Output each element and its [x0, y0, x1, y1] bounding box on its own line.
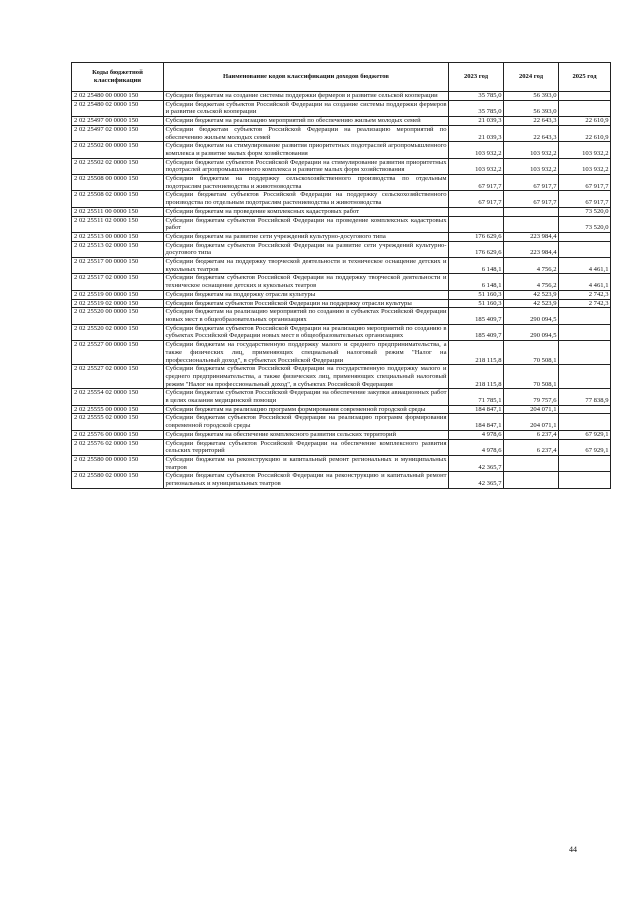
budget-income-table — [71, 62, 611, 489]
name-cell: Субсидии бюджетам на обеспечение комплексного развития сельских территорий — [164, 430, 449, 439]
value-2025-cell — [559, 455, 611, 471]
table-row — [72, 191, 611, 207]
table-row — [72, 158, 611, 174]
value-2025-cell — [559, 414, 611, 430]
name-cell: Субсидии бюджетам на поддержку отрасли культуры — [164, 290, 449, 299]
value-2025-cell: 4 461,1 — [559, 258, 611, 274]
table-row — [72, 100, 611, 116]
value-2025-cell — [559, 100, 611, 116]
value-2025-cell — [559, 241, 611, 257]
name-cell: Субсидии бюджетам субъектов Российской Федерации на проведение комплексных кадастровых работ — [165, 216, 447, 232]
value-2023-cell — [449, 207, 504, 216]
table-row — [72, 455, 611, 471]
code-cell: 2 02 25497 00 0000 150 — [72, 117, 164, 126]
code-cell: 2 02 25555 02 0000 150 — [72, 414, 164, 430]
value-2024-cell: 22 643,3 — [504, 117, 559, 126]
code-cell: 2 02 25554 02 0000 150 — [72, 389, 164, 405]
value-2024-cell — [504, 207, 559, 216]
value-2024-cell: 204 071,1 — [504, 405, 559, 414]
value-2025-cell: 103 932,2 — [559, 158, 611, 174]
header-2025: 2025 год — [559, 63, 611, 92]
name-cell: Субсидии бюджетам субъектов Российской Федерации на развитие сети учреждений культурно-досугового типа — [165, 241, 447, 257]
value-2024-cell: 223 984,4 — [504, 241, 559, 257]
code-cell: 2 02 25513 02 0000 150 — [72, 241, 164, 257]
value-2025-cell: 22 610,9 — [559, 117, 611, 126]
name-cell: Субсидии бюджетам субъектов Российской Федерации на поддержку творческой деятельности и техническое оснащение детских и кукольных театров — [165, 274, 447, 290]
name-cell: Субсидии бюджетам на развитие сети учреждений культурно-досугового типа — [164, 232, 449, 241]
name-cell: Субсидии бюджетам на государственную поддержку малого и среднего предпринимательства, а также физических лиц, применяющих специальный налоговый режим "Налог на профессиональный доход", в субъектах Российской Федерации — [165, 341, 447, 364]
value-2025-cell — [559, 365, 611, 389]
table-row — [72, 117, 611, 126]
table-row — [72, 341, 611, 365]
code-cell: 2 02 25508 00 0000 150 — [72, 175, 164, 191]
name-cell: Субсидии бюджетам на реализацию мероприятий по созданию в субъектах Российской Федерации новых мест в общеобразовательных организациях — [165, 308, 447, 323]
table-row — [72, 299, 611, 308]
name-cell: Субсидии бюджетам на поддержку творческой деятельности и техническое оснащение детских и кукольных театров — [165, 258, 447, 273]
table-header-row — [72, 63, 611, 92]
value-2024-cell: 56 393,0 — [504, 100, 559, 116]
value-2023-cell: 67 917,7 — [449, 191, 504, 207]
name-cell: Субсидии бюджетам на реализацию программ формирования современной городской среды — [164, 405, 449, 414]
header-name: Наименование кодов классификации доходов бюджетов — [164, 63, 449, 92]
code-cell: 2 02 25517 00 0000 150 — [72, 258, 164, 274]
code-cell: 2 02 25513 00 0000 150 — [72, 232, 164, 241]
value-2025-cell: 67 929,1 — [559, 430, 611, 439]
table-row — [72, 324, 611, 340]
value-2025-cell: 2 742,3 — [559, 290, 611, 299]
value-2025-cell: 67 917,7 — [559, 175, 611, 191]
value-2024-cell: 22 643,3 — [504, 125, 559, 141]
value-2024-cell: 79 757,6 — [504, 389, 559, 405]
code-cell: 2 02 25497 02 0000 150 — [72, 125, 164, 141]
value-2024-cell: 223 984,4 — [504, 232, 559, 241]
table-row — [72, 430, 611, 439]
value-2025-cell — [559, 341, 611, 365]
code-cell: 2 02 25502 02 0000 150 — [72, 158, 164, 174]
header-2023: 2023 год — [449, 63, 504, 92]
value-2023-cell: 185 409,7 — [449, 324, 504, 340]
page-number: 44 — [569, 845, 577, 854]
code-cell: 2 02 25520 02 0000 150 — [72, 324, 164, 340]
name-cell: Субсидии бюджетам на поддержку сельскохозяйственного производства по отдельным подотраслям растениеводства и животноводства — [165, 175, 447, 190]
name-cell: Субсидии бюджетам субъектов Российской Федерации на реализацию мероприятий по созданию в субъектах Российской Федерации новых мест в общеобразовательных организациях — [165, 324, 447, 340]
table-row — [72, 414, 611, 430]
table-row — [72, 216, 611, 232]
code-cell: 2 02 25520 00 0000 150 — [72, 308, 164, 324]
table-row — [72, 308, 611, 324]
code-cell: 2 02 25580 00 0000 150 — [72, 455, 164, 471]
header-2024: 2024 год — [504, 63, 559, 92]
code-cell: 2 02 25555 00 0000 150 — [72, 405, 164, 414]
value-2025-cell — [559, 472, 611, 488]
value-2025-cell: 67 929,1 — [559, 439, 611, 455]
code-cell: 2 02 25502 00 0000 150 — [72, 142, 164, 158]
value-2024-cell: 6 237,4 — [504, 430, 559, 439]
code-cell: 2 02 25508 02 0000 150 — [72, 191, 164, 207]
table-row — [72, 207, 611, 216]
table-row — [72, 405, 611, 414]
name-cell: Субсидии бюджетам субъектов Российской Федерации на обеспечение комплексного развития сельских территорий — [165, 439, 447, 455]
value-2023-cell: 35 785,0 — [449, 92, 504, 101]
name-cell: Субсидии бюджетам на реконструкцию и капитальный ремонт региональных и муниципальных театров — [165, 455, 447, 471]
code-cell: 2 02 25511 02 0000 150 — [72, 216, 164, 232]
table-row — [72, 439, 611, 455]
value-2023-cell: 6 148,1 — [449, 274, 504, 290]
name-cell: Субсидии бюджетам на создание системы поддержки фермеров и развитие сельской кооперации — [164, 92, 449, 101]
value-2023-cell: 184 847,1 — [449, 405, 504, 414]
value-2024-cell: 70 508,1 — [504, 365, 559, 389]
code-cell: 2 02 25580 02 0000 150 — [72, 472, 164, 488]
value-2025-cell: 73 520,0 — [559, 207, 611, 216]
value-2023-cell: 185 409,7 — [449, 308, 504, 324]
value-2024-cell: 290 094,5 — [504, 308, 559, 324]
value-2023-cell: 35 785,0 — [449, 100, 504, 116]
table-row — [72, 258, 611, 274]
table-row — [72, 389, 611, 405]
code-cell: 2 02 25519 00 0000 150 — [72, 290, 164, 299]
table-row — [72, 241, 611, 257]
table-row — [72, 365, 611, 389]
table-row — [72, 472, 611, 488]
code-cell: 2 02 25511 00 0000 150 — [72, 207, 164, 216]
name-cell: Субсидии бюджетам на проведение комплексных кадастровых работ — [164, 207, 449, 216]
value-2023-cell: 4 978,6 — [449, 430, 504, 439]
value-2024-cell: 103 932,2 — [504, 158, 559, 174]
value-2025-cell — [559, 308, 611, 324]
code-cell: 2 02 25576 00 0000 150 — [72, 430, 164, 439]
value-2025-cell: 103 932,2 — [559, 142, 611, 158]
table-row — [72, 232, 611, 241]
value-2023-cell: 103 932,2 — [449, 142, 504, 158]
code-cell: 2 02 25527 00 0000 150 — [72, 341, 164, 365]
value-2023-cell: 4 978,6 — [449, 439, 504, 455]
name-cell: Субсидии бюджетам субъектов Российской Федерации на стимулирование развития приоритетных подотраслей агропромышленного комплекса и развитие малых форм хозяйствования — [165, 158, 447, 174]
value-2023-cell: 176 629,6 — [449, 232, 504, 241]
value-2025-cell: 2 742,3 — [559, 299, 611, 308]
value-2025-cell — [559, 92, 611, 101]
value-2025-cell: 73 520,0 — [559, 216, 611, 232]
value-2024-cell: 42 523,9 — [504, 299, 559, 308]
value-2025-cell: 77 838,9 — [559, 389, 611, 405]
name-cell: Субсидии бюджетам субъектов Российской Федерации на реализацию программ формирования современной городской среды — [165, 414, 447, 430]
value-2023-cell — [449, 216, 504, 232]
value-2023-cell: 67 917,7 — [449, 175, 504, 191]
value-2024-cell: 4 756,2 — [504, 274, 559, 290]
value-2024-cell: 6 237,4 — [504, 439, 559, 455]
table-row — [72, 125, 611, 141]
budget-table-page — [71, 62, 610, 489]
value-2023-cell: 21 039,3 — [449, 117, 504, 126]
value-2024-cell: 67 917,7 — [504, 191, 559, 207]
value-2024-cell — [504, 472, 559, 488]
code-cell: 2 02 25517 02 0000 150 — [72, 274, 164, 290]
value-2024-cell: 56 393,0 — [504, 92, 559, 101]
name-cell: Субсидии бюджетам на стимулирование развития приоритетных подотраслей агропромышленного комплекса и развитие малых форм хозяйствования — [165, 142, 447, 157]
value-2023-cell: 51 160,3 — [449, 299, 504, 308]
value-2023-cell: 42 365,7 — [449, 455, 504, 471]
value-2025-cell: 22 610,9 — [559, 125, 611, 141]
code-cell: 2 02 25480 02 0000 150 — [72, 100, 164, 116]
value-2025-cell: 4 461,1 — [559, 274, 611, 290]
name-cell: Субсидии бюджетам субъектов Российской Федерации на обеспечение закупки авиационных работ в целях оказания медицинской помощи — [165, 389, 447, 405]
value-2023-cell: 176 629,6 — [449, 241, 504, 257]
value-2024-cell: 204 071,1 — [504, 414, 559, 430]
value-2023-cell: 6 148,1 — [449, 258, 504, 274]
value-2024-cell — [504, 216, 559, 232]
table-row — [72, 290, 611, 299]
name-cell: Субсидии бюджетам субъектов Российской Федерации на создание системы поддержки фермеров и развитие сельской кооперации — [165, 100, 447, 116]
value-2024-cell — [504, 455, 559, 471]
value-2024-cell: 4 756,2 — [504, 258, 559, 274]
table-row — [72, 142, 611, 158]
name-cell: Субсидии бюджетам субъектов Российской Федерации на поддержку отрасли культуры — [164, 299, 449, 308]
value-2024-cell: 67 917,7 — [504, 175, 559, 191]
table-body — [72, 92, 611, 489]
header-code: Коды бюджетной классификации — [72, 63, 164, 92]
code-cell: 2 02 25480 00 0000 150 — [72, 92, 164, 101]
value-2023-cell: 71 785,1 — [449, 389, 504, 405]
table-row — [72, 175, 611, 191]
table-row — [72, 92, 611, 101]
value-2023-cell: 103 932,2 — [449, 158, 504, 174]
name-cell: Субсидии бюджетам субъектов Российской Федерации на реализацию мероприятий по обеспечению жильем молодых семей — [165, 125, 447, 141]
table-row — [72, 274, 611, 290]
name-cell: Субсидии бюджетам субъектов Российской Федерации на реконструкцию и капитальный ремонт региональных и муниципальных театров — [165, 472, 447, 488]
value-2025-cell: 67 917,7 — [559, 191, 611, 207]
value-2023-cell: 218 115,8 — [449, 341, 504, 365]
value-2025-cell — [559, 324, 611, 340]
value-2024-cell: 103 932,2 — [504, 142, 559, 158]
name-cell: Субсидии бюджетам субъектов Российской Федерации на поддержку сельскохозяйственного производства по отдельным подотраслям растениеводства и животноводства — [165, 191, 447, 207]
code-cell: 2 02 25519 02 0000 150 — [72, 299, 164, 308]
value-2025-cell — [559, 405, 611, 414]
value-2023-cell: 218 115,8 — [449, 365, 504, 389]
value-2024-cell: 70 508,1 — [504, 341, 559, 365]
value-2025-cell — [559, 232, 611, 241]
code-cell: 2 02 25527 02 0000 150 — [72, 365, 164, 389]
code-cell: 2 02 25576 02 0000 150 — [72, 439, 164, 455]
value-2023-cell: 42 365,7 — [449, 472, 504, 488]
value-2024-cell: 290 094,5 — [504, 324, 559, 340]
name-cell: Субсидии бюджетам на реализацию мероприятий по обеспечению жильем молодых семей — [164, 117, 449, 126]
value-2023-cell: 51 160,3 — [449, 290, 504, 299]
name-cell: Субсидии бюджетам субъектов Российской Федерации на государственную поддержку малого и среднего предпринимательства, а также физических лиц, применяющих специальный налоговый режим "Налог на профессиональный доход", в субъектах Российской Федерации — [165, 365, 447, 388]
value-2023-cell: 184 847,1 — [449, 414, 504, 430]
value-2024-cell: 42 523,9 — [504, 290, 559, 299]
value-2023-cell: 21 039,3 — [449, 125, 504, 141]
